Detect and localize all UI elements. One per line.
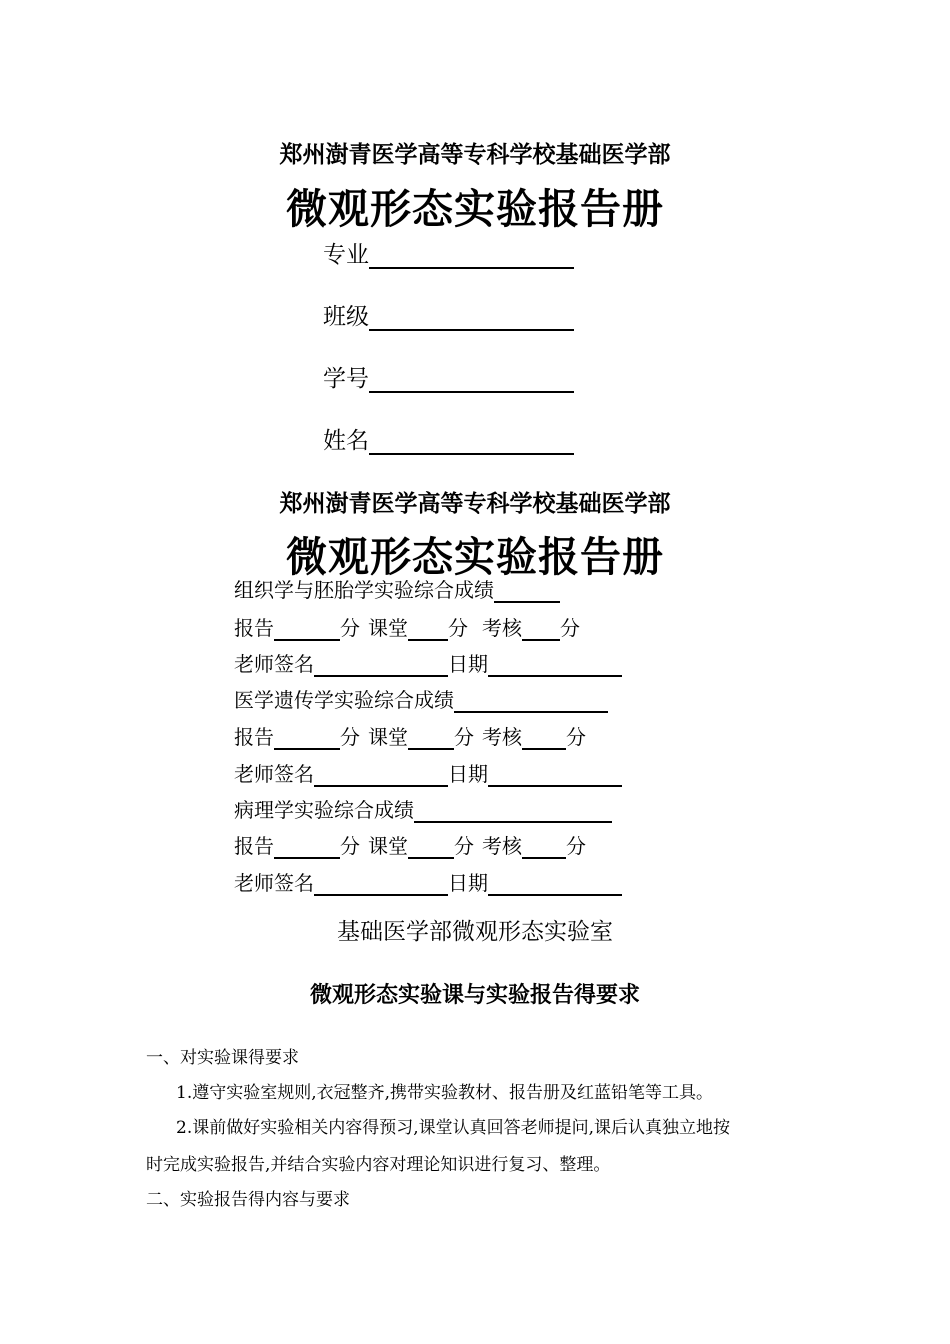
unit-label: 分 bbox=[560, 616, 580, 640]
class-label: 班级 bbox=[323, 304, 369, 330]
class-blank bbox=[408, 839, 454, 859]
unit-label: 分 bbox=[340, 725, 360, 749]
major-label: 专业 bbox=[323, 242, 369, 268]
major-field bbox=[323, 236, 574, 269]
total-blank bbox=[494, 583, 560, 603]
teacher-sign-blank bbox=[314, 767, 448, 787]
school-name: 郑州澍青医学高等专科学校基础医学部 bbox=[279, 142, 671, 168]
report-blank bbox=[274, 621, 340, 641]
requirement-item-2-line-1: 2.课前做好实验相关内容得预习,课堂认真回答老师提问,课后认真独立地按 bbox=[176, 1118, 731, 1138]
report-blank bbox=[274, 839, 340, 859]
pathology-total-row bbox=[234, 794, 612, 823]
requirement-item-2-line-2: 时完成实验报告,并结合实验内容对理论知识进行复习、整理。 bbox=[146, 1155, 611, 1175]
section-1-heading: 一、对实验课得要求 bbox=[146, 1048, 299, 1068]
class-score-label: 课堂 bbox=[368, 616, 408, 640]
teacher-sign-label: 老师签名 bbox=[234, 652, 314, 676]
date-blank bbox=[488, 767, 622, 787]
student-id-field bbox=[323, 360, 574, 393]
histology-score-row bbox=[234, 612, 580, 641]
school-name-2: 郑州澍青医学高等专科学校基础医学部 bbox=[279, 491, 671, 517]
date-blank bbox=[488, 657, 622, 677]
pathology-sign-row bbox=[234, 867, 622, 896]
teacher-sign-blank bbox=[314, 876, 448, 896]
exam-label: 考核 bbox=[482, 616, 522, 640]
report-book-title-2: 微观形态实验报告册 bbox=[286, 533, 664, 581]
name-label: 姓名 bbox=[323, 428, 369, 454]
exam-blank bbox=[522, 839, 566, 859]
name-field bbox=[323, 422, 574, 455]
unit-label: 分 bbox=[340, 616, 360, 640]
class-field bbox=[323, 298, 574, 331]
class-blank bbox=[408, 621, 448, 641]
genetics-total-label: 医学遗传学实验综合成绩 bbox=[234, 688, 454, 712]
genetics-sign-row bbox=[234, 758, 622, 787]
unit-label: 分 bbox=[454, 834, 474, 858]
student-id-blank bbox=[369, 369, 574, 393]
unit-label: 分 bbox=[340, 834, 360, 858]
class-score-label: 课堂 bbox=[368, 725, 408, 749]
unit-label: 分 bbox=[566, 834, 586, 858]
report-label: 报告 bbox=[234, 834, 274, 858]
exam-label: 考核 bbox=[482, 834, 522, 858]
histology-sign-row bbox=[234, 648, 622, 677]
total-blank bbox=[414, 803, 612, 823]
unit-label: 分 bbox=[454, 725, 474, 749]
section-2-heading: 二、实验报告得内容与要求 bbox=[146, 1190, 350, 1210]
date-blank bbox=[488, 876, 622, 896]
unit-label: 分 bbox=[448, 616, 468, 640]
teacher-sign-label: 老师签名 bbox=[234, 762, 314, 786]
histology-total-label: 组织学与胚胎学实验综合成绩 bbox=[234, 578, 494, 602]
exam-blank bbox=[522, 730, 566, 750]
date-label: 日期 bbox=[448, 652, 488, 676]
pathology-total-label: 病理学实验综合成绩 bbox=[234, 798, 414, 822]
student-id-label: 学号 bbox=[323, 366, 369, 392]
unit-label: 分 bbox=[566, 725, 586, 749]
date-label: 日期 bbox=[448, 762, 488, 786]
report-book-title: 微观形态实验报告册 bbox=[286, 185, 664, 233]
teacher-sign-blank bbox=[314, 657, 448, 677]
report-label: 报告 bbox=[234, 725, 274, 749]
lab-name: 基础医学部微观形态实验室 bbox=[337, 919, 613, 945]
requirements-title: 微观形态实验课与实验报告得要求 bbox=[309, 983, 640, 1008]
total-blank bbox=[454, 693, 608, 713]
major-blank bbox=[369, 245, 574, 269]
genetics-score-row bbox=[234, 721, 586, 750]
class-blank bbox=[408, 730, 454, 750]
exam-blank bbox=[522, 621, 560, 641]
report-blank bbox=[274, 730, 340, 750]
report-label: 报告 bbox=[234, 616, 274, 640]
genetics-total-row bbox=[234, 684, 608, 713]
pathology-score-row bbox=[234, 830, 586, 859]
histology-total-row bbox=[234, 574, 560, 603]
teacher-sign-label: 老师签名 bbox=[234, 871, 314, 895]
requirement-item-1: 1.遵守实验室规则,衣冠整齐,携带实验教材、报告册及红蓝铅笔等工具。 bbox=[176, 1083, 714, 1103]
name-blank bbox=[369, 431, 574, 455]
class-score-label: 课堂 bbox=[368, 834, 408, 858]
class-blank bbox=[369, 307, 574, 331]
exam-label: 考核 bbox=[482, 725, 522, 749]
date-label: 日期 bbox=[448, 871, 488, 895]
